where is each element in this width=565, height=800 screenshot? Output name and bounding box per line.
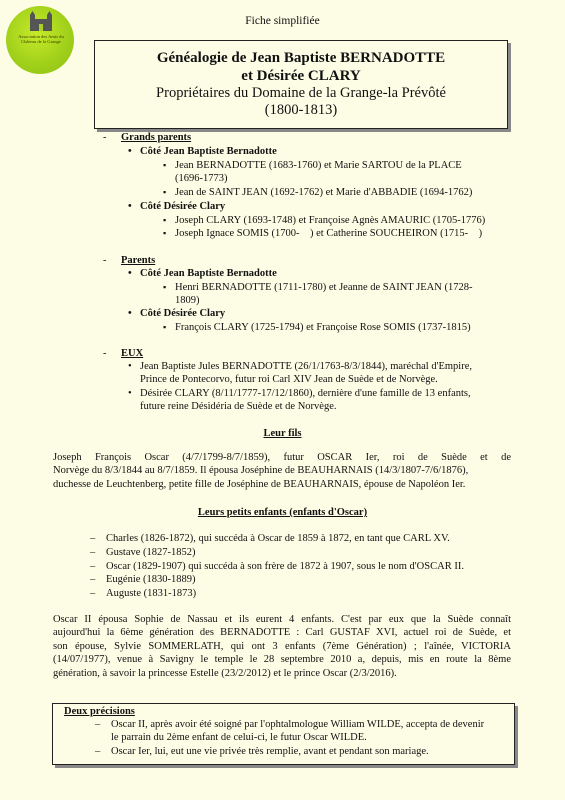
list-item-cont: 1809) bbox=[175, 295, 200, 306]
paragraph-line: génération, à savoir la princesse Estelle (23/2/2012) et le prince Oscar (2/3/2016). bbox=[53, 668, 397, 679]
side-label-clary: • Côté Désirée Clary bbox=[140, 200, 225, 213]
list-item: ▪ Henri BERNADOTTE (1711-1780) et Jeanne de SAINT JEAN (1728- bbox=[175, 281, 472, 294]
side-label-bernadotte: • Côté Jean Baptiste Bernadotte bbox=[140, 267, 277, 280]
title-box bbox=[94, 40, 508, 129]
dash-marker: - bbox=[103, 255, 107, 266]
paragraph-line: Norvège du 8/3/1844 au 8/7/1859. Il épousa Joséphine de BEAUHARNAIS (14/3/1807-7/6/1876), bbox=[53, 465, 469, 476]
dash-marker: - bbox=[103, 132, 107, 143]
paragraph-line: Joseph François Oscar (4/7/1799-8/7/1859), futur OSCAR Ier, roi de Suède et de bbox=[53, 452, 511, 463]
list-item: ▪ François CLARY (1725-1794) et Françoise Rose SOMIS (1737-1815) bbox=[175, 321, 471, 334]
list-item-cont: le parrain du 2ème enfant de celui-ci, le futur Oscar WILDE. bbox=[111, 732, 367, 743]
list-item: ▪ Jean BERNADOTTE (1683-1760) et Marie SARTOU de la PLACE bbox=[175, 159, 462, 172]
title-line-3: Propriétaires du Domaine de la Grange-la Prévôté bbox=[156, 85, 446, 101]
section-eux: EUX bbox=[121, 348, 144, 359]
side-label-clary: • Côté Désirée Clary bbox=[140, 307, 225, 320]
paragraph-line: son épouse, Sylvie SOMMERLATH, qui ont 3 enfants (7ème Génération) ; l'aînée, VICTORIA bbox=[53, 641, 511, 652]
logo-text: Association des Amis du Château de la Grange bbox=[18, 34, 64, 45]
section-leur-fils: Leur fils bbox=[263, 428, 302, 439]
section-parents: Parents bbox=[121, 255, 156, 266]
list-item: – Charles (1826-1872), qui succéda à Oscar de 1859 à 1872, en tant que CARL XV. bbox=[106, 532, 450, 545]
list-item: – Eugénie (1830-1889) bbox=[106, 573, 196, 586]
header-label: Fiche simplifiée bbox=[245, 15, 320, 27]
section-petits-enfants: Leurs petits enfants (enfants d'Oscar) bbox=[197, 507, 368, 518]
list-item: – Gustave (1827-1852) bbox=[106, 546, 196, 559]
list-item: • Jean Baptiste Jules BERNADOTTE (26/1/1763-8/3/1844), maréchal d'Empire, bbox=[140, 360, 472, 373]
section-precisions: Deux précisions bbox=[64, 706, 135, 717]
list-item-cont: Prince de Pontecorvo, futur roi Carl XIV Jean de Suède et de Norvège. bbox=[140, 374, 438, 385]
title-line-2: et Désirée CLARY bbox=[241, 68, 361, 84]
paragraph-line: Oscar II épousa Sophie de Nassau et ils eurent 4 enfants. C'est par eux que la Suède connaît bbox=[53, 614, 511, 625]
title-line-1: Généalogie de Jean Baptiste BERNADOTTE bbox=[156, 50, 446, 66]
list-item: – Oscar II, après avoir été soigné par l'ophtalmologue William WILDE, accepta de devenir bbox=[111, 718, 484, 731]
list-item: – Oscar Ier, lui, eut une vie privée très remplie, avant et pendant son mariage. bbox=[111, 745, 429, 758]
paragraph-line: (14/07/1977), venue à Savigny le temple le 28 septembre 2010 a, depuis, mis en route la 8ème bbox=[53, 654, 511, 665]
list-item: – Auguste (1831-1873) bbox=[106, 587, 196, 600]
section-grands-parents: Grands parents bbox=[121, 132, 192, 143]
list-item: ▪ Jean de SAINT JEAN (1692-1762) et Marie d'ABBADIE (1694-1762) bbox=[175, 186, 472, 199]
list-item: – Oscar (1829-1907) qui succéda à son frère de 1872 à 1907, sous le nom d'OSCAR II. bbox=[106, 560, 464, 573]
list-item-cont: (1696-1773) bbox=[175, 173, 228, 184]
paragraph-line: aujourd'hui la 6ème génération des BERNADOTTE : Carl GUSTAF XVI, actuel roi de Suède, et bbox=[53, 627, 511, 638]
side-label-bernadotte: • Côté Jean Baptiste Bernadotte bbox=[140, 145, 277, 158]
list-item: • Désirée CLARY (8/11/1777-17/12/1860), dernière d'une famille de 13 enfants, bbox=[140, 387, 471, 400]
list-item: ▪ Joseph Ignace SOMIS (1700- ) et Catherine SOUCHEIRON (1715- ) bbox=[175, 227, 482, 240]
list-item-cont: future reine Désidéria de Suède et de Norvège. bbox=[140, 401, 337, 412]
dash-marker: - bbox=[103, 348, 107, 359]
title-line-4: (1800-1813) bbox=[264, 102, 338, 118]
paragraph-line: duchesse de Leuchtenberg, petite fille de Joséphine de BEAUHARNAIS, épouse de Napoléon Ier. bbox=[53, 479, 466, 490]
list-item: ▪ Joseph CLARY (1693-1748) et Françoise Agnès AMAURIC (1705-1776) bbox=[175, 214, 485, 227]
